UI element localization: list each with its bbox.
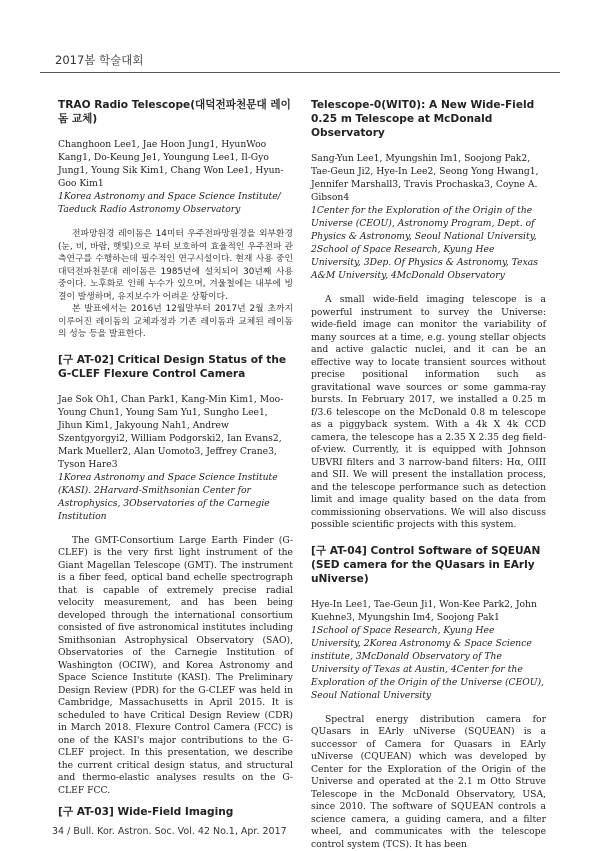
authors-at04: Hye-In Lee1, Tae-Geun Ji1, Won-Kee Park2, John Kuehne3, Myungshin Im4, Soojong Pak1: [311, 598, 546, 624]
left-column: [58, 98, 293, 831]
affiliations-at02: 1Korea Astronomy and Space Science Institute (KASI). 2Harvard-Smithsonian Center for Astrophysics, 3Observatories of the Carnegie Institution: [58, 471, 293, 523]
body-trao-p1: 전파망원경 레이돔은 14미터 우주전파망원경을 외부환경(눈, 비, 바람, 햇빛)으로 부터 보호하여 효율적인 우주전파 관측연구를 수행하는데 필수적인 연구시설이다. 현재 사용 중인 대덕전파천문대 레이돔은 1985년에 설치되어 30년째 사용 중이다. 노후화로 인해 누수가 있으며, 겨울철에는 내부에 빙결이 발생하며, 유지보수가 어려운 상황이다.: [58, 228, 293, 303]
authors-at02: Jae Sok Oh1, Chan Park1, Kang-Min Kim1, Moo-Young Chun1, Young Sam Yu1, Sungho Lee1, Jihun Kim1, Jakyoung Nah1, Andrew Szentgyorgyi2, William Podgorski2, Ian Evans2, Mark Mueller2, Alan Uomoto3, Jeffrey Crane3, Tyson Hare3: [58, 393, 293, 471]
abstract-title-trao: TRAO Radio Telescope(대덕전파천문대 레이돔 교체): [58, 98, 293, 126]
authors-trao: Changhoon Lee1, Jae Hoon Jung1, HyunWoo Kang1, Do-Keung Je1, Youngung Lee1, Il-Gyo Jung1, Young Sik Kim1, Chang Won Lee1, Hyun-Goo Kim1: [58, 138, 293, 190]
body-trao-p2: 본 발표에서는 2016년 12월말부터 2017년 2월 초까지 이루어진 레이돔의 교체과정과 기존 레이돔과 교체된 레이돔의 성능 등을 발표한다.: [58, 303, 293, 341]
page-footer: 34 / Bull. Kor. Astron. Soc. Vol. 42 No.1, Apr. 2017: [52, 826, 287, 837]
affiliations-trao: 1Korea Astronomy and Space Science Institute/ Taeduck Radio Astronomy Observatory: [58, 190, 293, 216]
authors-at03: Sang-Yun Lee1, Myungshin Im1, Soojong Pak2, Tae-Geun Ji2, Hye-In Lee2, Seong Yong Hwang1, Jennifer Marshall3, Travis Prochaska3, Coyne A. Gibson4: [311, 152, 546, 204]
body-at04: Spectral energy distribution camera for QUasars in EArly uNiverse (SQUEAN) is a successor of Camera for Quasars in EArly uNiverse (CQUEAN) which was developed by Center for the Exploration of the Origin of the Universe and operated at the 2.1 m Otto Struve Telescope in the McDonald Observatory, USA, since 2010. The software of SQUEAN controls a science camera, a guiding camera, and a filter wheel, and communicates with the telescope control system (TCS). It has been: [311, 714, 546, 851]
abstract-title-at04: [구 AT-04] Control Software of SQEUAN (SED camera for the QUasars in EArly uNiverse): [311, 544, 546, 586]
header-rule: [40, 72, 560, 73]
affiliations-at03: 1Center for the Exploration of the Origin of the Universe (CEOU), Astronomy Program, Dept. of Physics & Astronomy, Seoul National University, 2School of Space Research, Kyung Hee University, 3Dep. Of Physics & Astronomy, Texas A&M University, 4McDonald Observatory: [311, 204, 546, 282]
right-column: [311, 98, 546, 851]
abstract-title-at03-start: [구 AT-03] Wide-Field Imaging: [58, 805, 293, 819]
body-at02: The GMT-Consortium Large Earth Finder (G-CLEF) is the very first light instrument of the Giant Magellan Telescope (GMT). The instrument is a fiber feed, optical band echelle spectrograph that is capable of extremely precise radial velocity measurement, and has been being developed through the international consortium consisted of five astronomical institutes including Smithsonian Astrophysical Observatory (SAO), Observatories of the Carnegie Institution of Washington (OCIW), and Korea Astronomy and Space Science Institute (KASI). The Preliminary Design Review (PDR) for the G-CLEF was held in Cambridge, Massachusetts in April 2015. It is scheduled to have Critical Design Review (CDR) in March 2018. Flexure Control Camera (FCC) is one of the KASI's major contributions to the G-CLEF project. In this presentation, we describe the current critical design status, and structural and thermo-elastic analyses results on the G-CLEF FCC.: [58, 535, 293, 798]
affiliations-at04: 1School of Space Research, Kyung Hee University, 2Korea Astronomy & Space Science institute, 3McDonald Observatory of The University of Texas at Austin, 4Center for the Exploration of the Origin of the Universe (CEOU), Seoul National University: [311, 624, 546, 702]
abstract-title-at02: [구 AT-02] Critical Design Status of the G-CLEF Flexure Control Camera: [58, 353, 293, 381]
body-at03: A small wide-field imaging telescope is a powerful instrument to survey the Universe: wide-field image can monitor the variability of many sources at a time, e.g. young stellar objects and active galactic nuclei, and it can be an effective way to locate transient sources without precise positional information such as gravitational wave sources or some gamma-ray bursts. In February 2017, we installed a 0.25 m f/3.6 telescope on the McDonald 0.8 m telescope as a piggyback system. With a 4k X 4k CCD camera, the telescope has a 2.35 X 2.35 deg field-of-view. Currently, it is equipped with Johnson UBVRI filters and 3 narrow-band filters: Hα, OIII and SII. We will present the installation process, and the telescope performance such as detection limit and image quality based on the data from commissioning observations. We will also discuss possible scientific projects with this system.: [311, 294, 546, 532]
running-header: 2017봄 학술대회: [55, 52, 143, 68]
abstract-title-at03-cont: Telescope-0(WIT0): A New Wide-Field 0.25 m Telescope at McDonald Observatory: [311, 98, 546, 140]
